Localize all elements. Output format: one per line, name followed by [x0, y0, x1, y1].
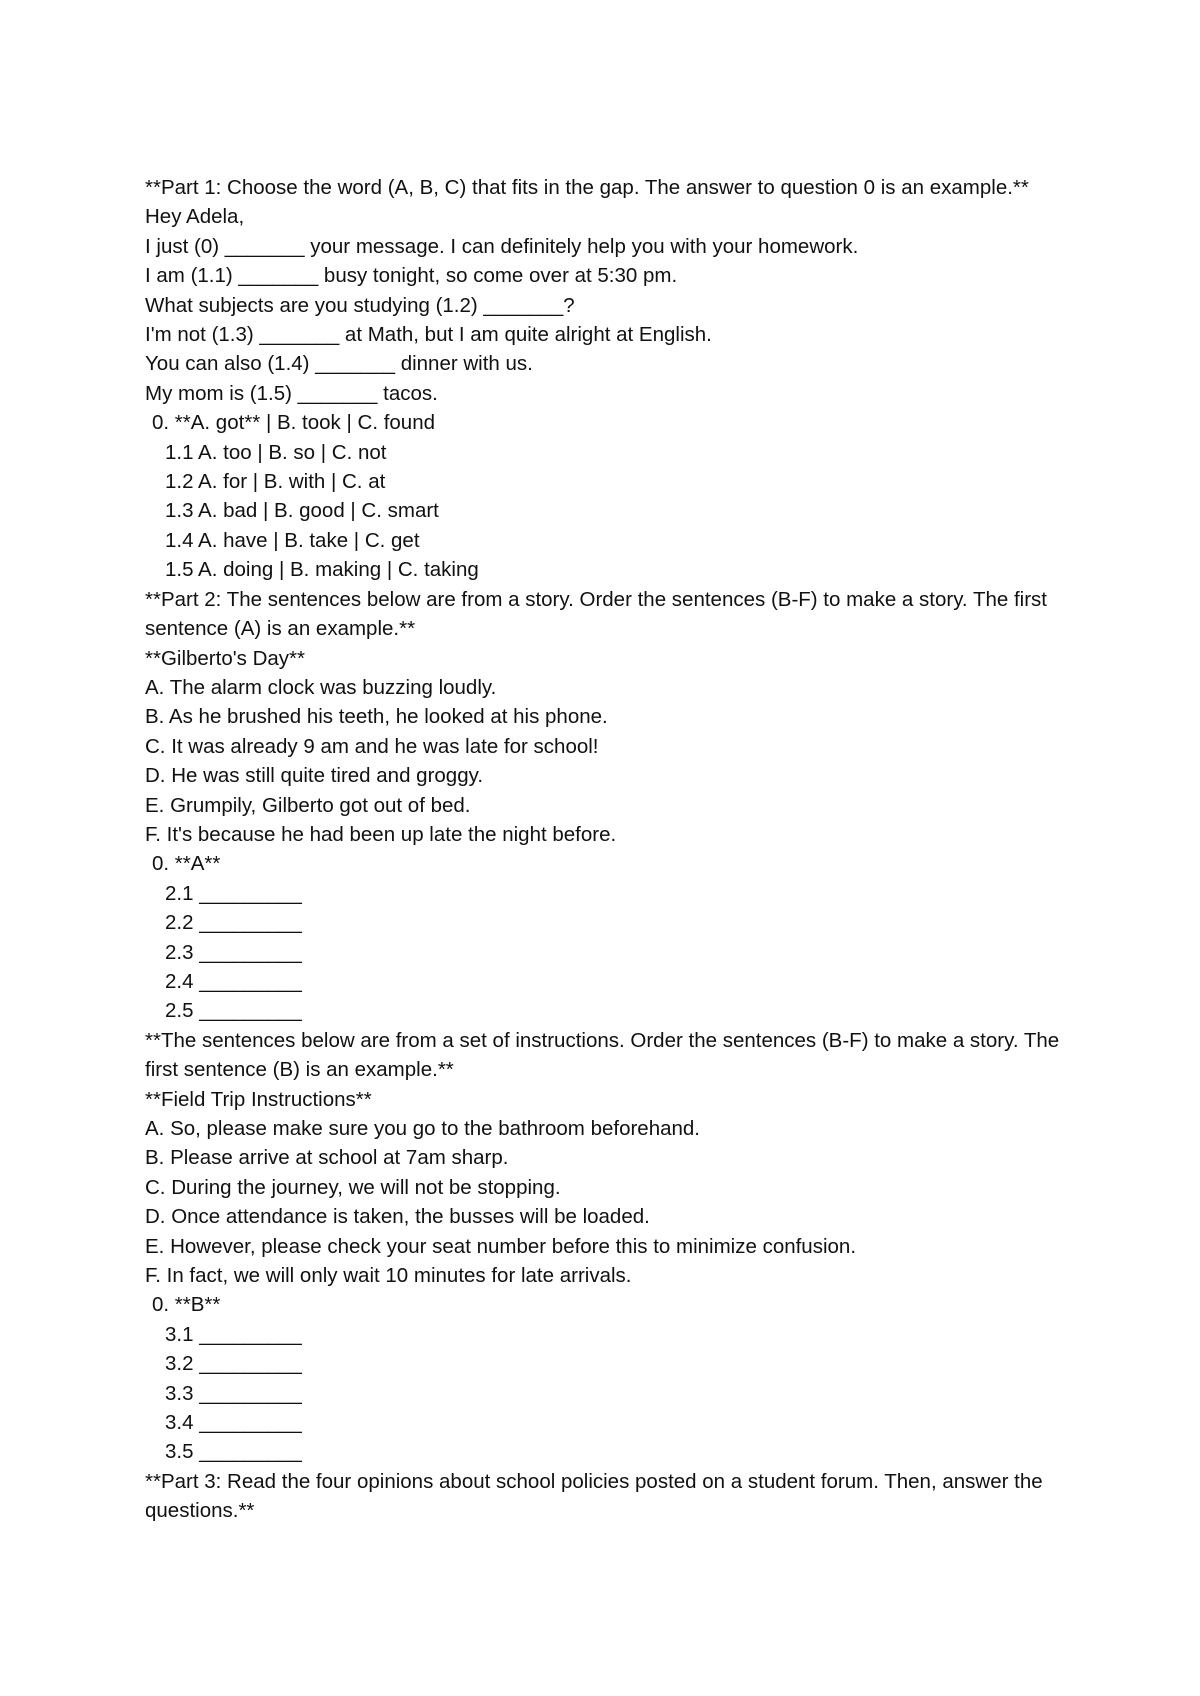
instruction-sentence: C. During the journey, we will not be stopping. [145, 1175, 561, 1199]
option-line: 1.3 A. bad | B. good | C. smart [165, 499, 439, 523]
answer-blank: 3.1 _________ [165, 1322, 302, 1346]
answer-blank: 3.5 _________ [165, 1440, 302, 1464]
story-sentence: A. The alarm clock was buzzing loudly. [145, 675, 497, 699]
letter-line: Hey Adela, [145, 205, 245, 229]
part2b-heading: **The sentences below are from a set of instructions. Order the sentences (B-F) to make a story. The first sentence (B) is an example.** [145, 1028, 1065, 1082]
option-line: 1.5 A. doing | B. making | C. taking [165, 558, 479, 582]
option-line: 1.2 A. for | B. with | C. at [165, 470, 386, 494]
part2b-example: 0. **B** [152, 1293, 221, 1317]
answer-blank: 2.5 _________ [165, 999, 302, 1023]
part2-example: 0. **A** [152, 852, 221, 876]
answer-blank: 3.2 _________ [165, 1352, 302, 1376]
story-title: **Gilberto's Day** [145, 646, 306, 670]
story-sentence: D. He was still quite tired and groggy. [145, 764, 484, 788]
part1-example: 0. **A. got** | B. took | C. found [152, 411, 436, 435]
letter-line: I am (1.1) _______ busy tonight, so come over at 5:30 pm. [145, 264, 678, 288]
document-page [145, 173, 1075, 1526]
answer-blank: 2.1 _________ [165, 881, 302, 905]
instruction-sentence: F. In fact, we will only wait 10 minutes for late arrivals. [145, 1264, 632, 1288]
instruction-sentence: A. So, please make sure you go to the bathroom beforehand. [145, 1117, 700, 1140]
instruction-sentence: B. Please arrive at school at 7am sharp. [145, 1146, 509, 1170]
story-sentence: E. Grumpily, Gilberto got out of bed. [145, 793, 471, 817]
part1-heading: **Part 1: Choose the word (A, B, C) that fits in the gap. The answer to question 0 is an example.** [145, 176, 1029, 199]
answer-blank: 2.2 _________ [165, 911, 302, 935]
answer-blank: 3.3 _________ [165, 1381, 302, 1405]
story-sentence: C. It was already 9 am and he was late for school! [145, 734, 599, 758]
answer-blank: 3.4 _________ [165, 1411, 302, 1435]
part2-heading: **Part 2: The sentences below are from a story. Order the sentences (B-F) to make a story. The first sentence (A) is an example.** [145, 587, 1053, 641]
letter-line: My mom is (1.5) _______ tacos. [145, 381, 438, 405]
instruction-sentence: D. Once attendance is taken, the busses will be loaded. [145, 1205, 650, 1229]
letter-line: What subjects are you studying (1.2) _______? [145, 293, 575, 317]
letter-line: You can also (1.4) _______ dinner with us. [145, 352, 533, 376]
story-sentence: B. As he brushed his teeth, he looked at his phone. [145, 705, 608, 729]
letter-line: I'm not (1.3) _______ at Math, but I am quite alright at English. [145, 323, 712, 347]
letter-line: I just (0) _______ your message. I can definitely help you with your homework. [145, 234, 859, 258]
answer-blank: 2.4 _________ [165, 969, 302, 993]
part3-heading: **Part 3: Read the four opinions about school policies posted on a student forum. Then, answer the questions.** [145, 1469, 1049, 1523]
instructions-title: **Field Trip Instructions** [145, 1087, 372, 1111]
story-sentence: F. It's because he had been up late the night before. [145, 822, 617, 846]
option-line: 1.1 A. too | B. so | C. not [165, 440, 387, 464]
instruction-sentence: E. However, please check your seat number before this to minimize confusion. [145, 1234, 857, 1258]
answer-blank: 2.3 _________ [165, 940, 302, 964]
option-line: 1.4 A. have | B. take | C. get [165, 528, 420, 552]
